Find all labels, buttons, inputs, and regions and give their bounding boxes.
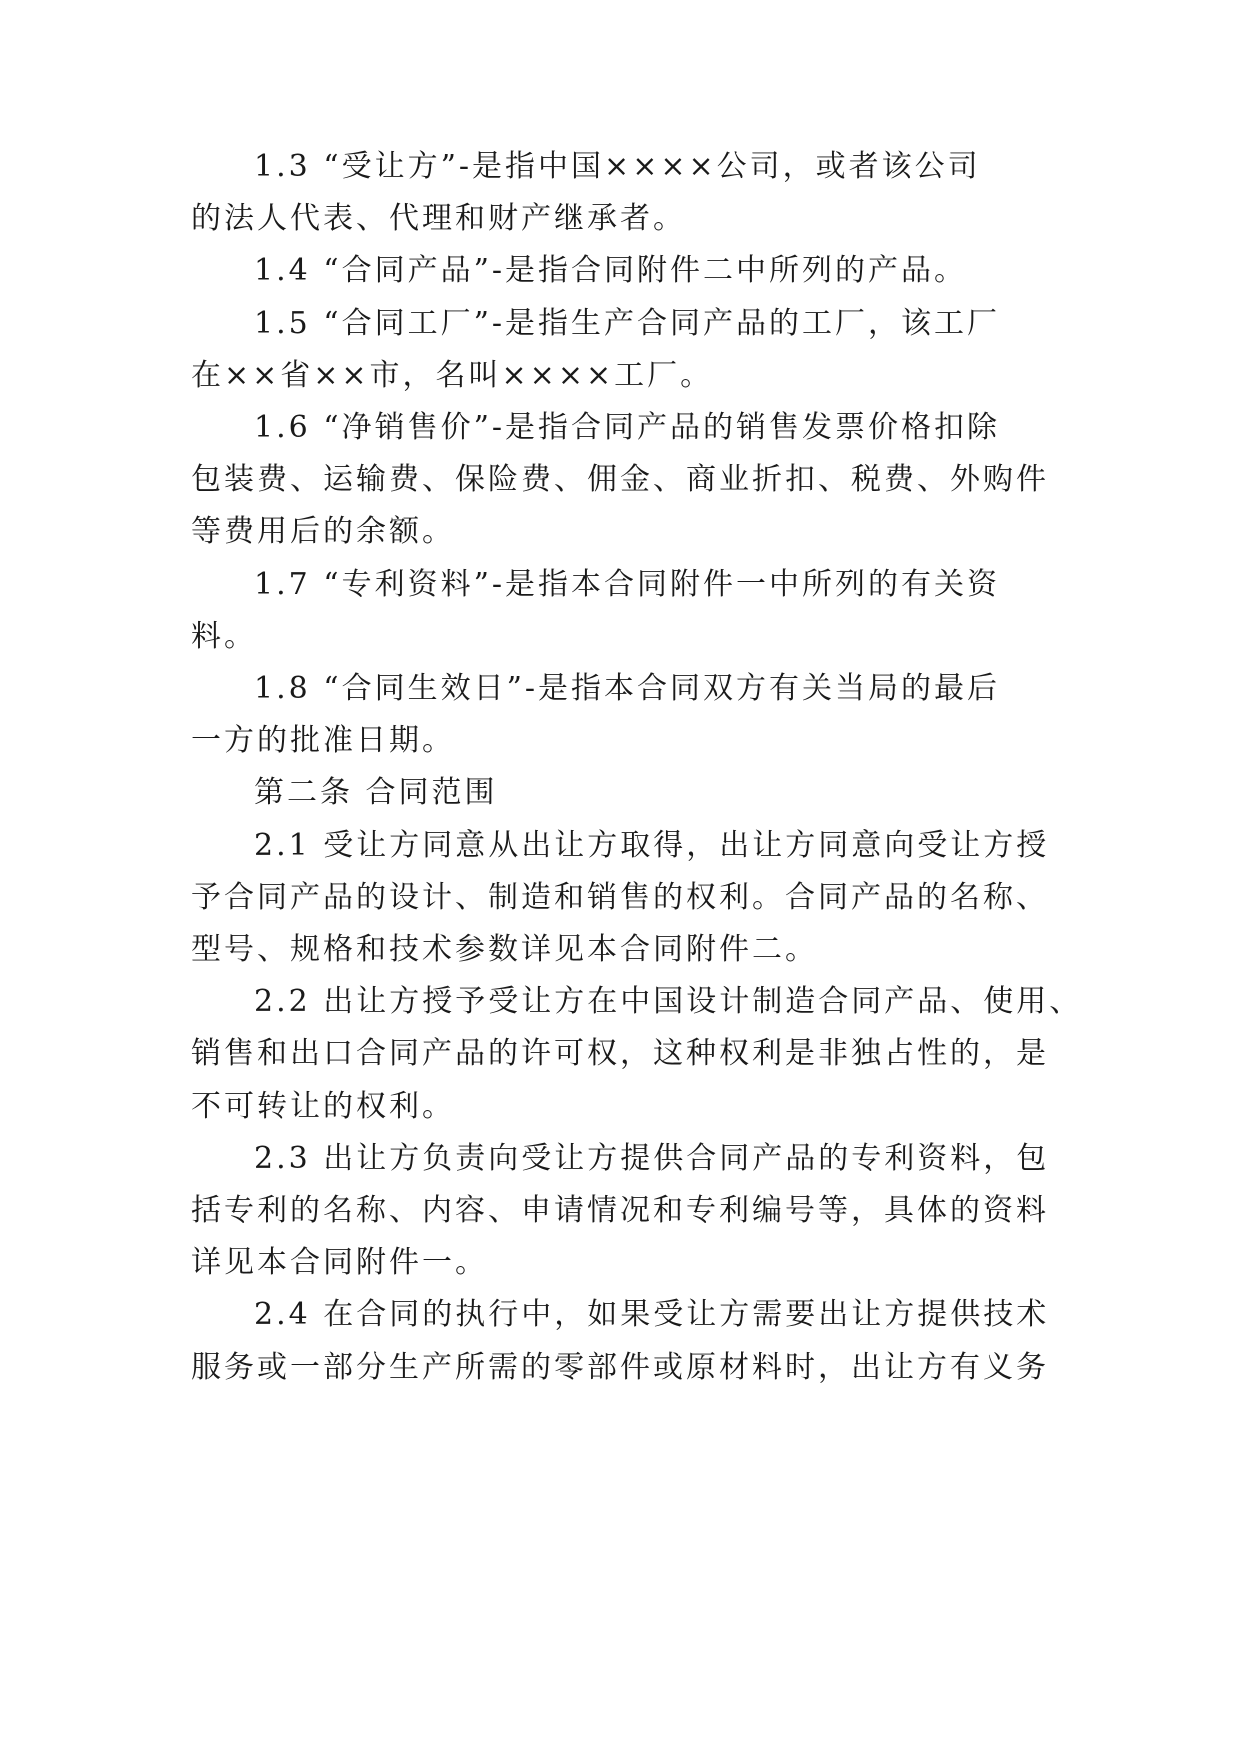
clause-1-5: 1.5 “合同工厂”-是指生产合同产品的工厂，该工厂 bbox=[254, 306, 1001, 341]
clause-1-5-cont: 在××省××市，名叫××××工厂。 bbox=[191, 358, 714, 393]
clause-1-4: 1.4 “合同产品”-是指合同附件二中所列的产品。 bbox=[254, 253, 968, 288]
clause-2-1-cont-2: 型号、规格和技术参数详见本合同附件二。 bbox=[191, 932, 818, 967]
clause-2-2-cont-2: 不可转让的权利。 bbox=[191, 1089, 455, 1124]
section-heading-2: 第二条 合同范围 bbox=[254, 775, 498, 810]
clause-2-2: 2.2 出让方授予受让方在中国设计制造合同产品、使用、 bbox=[254, 984, 1083, 1019]
clause-1-3: 1.3 “受让方”-是指中国××××公司，或者该公司 bbox=[254, 149, 981, 184]
clause-2-2-cont: 销售和出口合同产品的许可权，这种权利是非独占性的，是 bbox=[191, 1036, 1049, 1071]
clause-1-8: 1.8 “合同生效日”-是指本合同双方有关当局的最后 bbox=[254, 671, 1001, 706]
clause-1-7-cont: 料。 bbox=[191, 619, 257, 654]
clause-2-3-cont-2: 详见本合同附件一。 bbox=[191, 1245, 488, 1280]
clause-1-6: 1.6 “净销售价”-是指合同产品的销售发票价格扣除 bbox=[254, 410, 1001, 445]
clause-1-6-cont: 包装费、运输费、保险费、佣金、商业折扣、税费、外购件 bbox=[191, 462, 1049, 497]
clause-2-3-cont: 括专利的名称、内容、申请情况和专利编号等，具体的资料 bbox=[191, 1193, 1049, 1228]
clause-2-1-cont: 予合同产品的设计、制造和销售的权利。合同产品的名称、 bbox=[191, 880, 1049, 915]
clause-2-3: 2.3 出让方负责向受让方提供合同产品的专利资料，包 bbox=[254, 1141, 1050, 1176]
clause-1-3-cont: 的法人代表、代理和财产继承者。 bbox=[191, 201, 686, 236]
clause-1-8-cont: 一方的批准日期。 bbox=[191, 723, 455, 758]
clause-2-4: 2.4 在合同的执行中，如果受让方需要出让方提供技术 bbox=[254, 1297, 1050, 1332]
clause-1-6-cont-2: 等费用后的余额。 bbox=[191, 514, 455, 549]
clause-2-4-cont: 服务或一部分生产所需的零部件或原材料时，出让方有义务 bbox=[191, 1350, 1049, 1385]
clause-2-1: 2.1 受让方同意从出让方取得，出让方同意向受让方授 bbox=[254, 828, 1050, 863]
clause-1-7: 1.7 “专利资料”-是指本合同附件一中所列的有关资 bbox=[254, 567, 1001, 602]
